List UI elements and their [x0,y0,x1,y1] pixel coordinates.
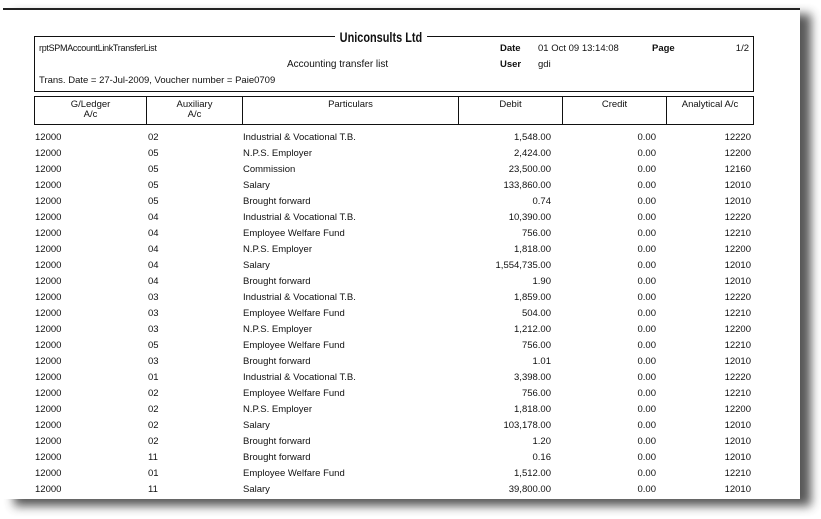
particulars-cell: Industrial & Vocational T.B. [243,212,356,223]
credit-cell: 0.00 [637,388,656,399]
particulars-cell: N.P.S. Employer [243,244,312,255]
gledger-cell: 12000 [35,436,62,447]
analytical-cell: 12210 [724,468,751,479]
gledger-cell: 12000 [35,468,62,479]
col-header-auxiliary: Auxiliary A/c [147,97,243,124]
analytical-cell: 12200 [724,404,751,415]
table-row [34,210,754,226]
col-header-particulars: Particulars [243,97,459,124]
gledger-cell: 12000 [35,260,62,271]
particulars-cell: Brought forward [243,196,311,207]
gledger-cell: 12000 [35,244,62,255]
auxiliary-cell: 03 [148,308,159,319]
auxiliary-cell: 04 [148,244,159,255]
credit-cell: 0.00 [637,132,656,143]
particulars-cell: Industrial & Vocational T.B. [243,292,356,303]
auxiliary-cell: 02 [148,388,159,399]
auxiliary-cell: 05 [148,196,159,207]
debit-cell: 3,398.00 [514,372,551,383]
auxiliary-cell: 05 [148,180,159,191]
transfer-table-body [34,130,754,498]
auxiliary-cell: 11 [148,452,158,463]
credit-cell: 0.00 [637,468,656,479]
analytical-cell: 12210 [724,388,751,399]
table-row [34,146,754,162]
analytical-cell: 12210 [724,228,751,239]
particulars-cell: Brought forward [243,276,311,287]
analytical-cell: 12010 [724,276,751,287]
col-header-debit: Debit [459,97,563,124]
table-row [34,418,754,434]
debit-cell: 133,860.00 [503,180,551,191]
analytical-cell: 12010 [724,356,751,367]
date-label: Date [500,43,521,54]
particulars-cell: Salary [243,420,270,431]
particulars-cell: Brought forward [243,356,311,367]
debit-cell: 1.20 [532,436,551,447]
credit-cell: 0.00 [637,324,656,335]
analytical-cell: 12010 [724,260,751,271]
gledger-cell: 12000 [35,388,62,399]
analytical-cell: 12010 [724,484,751,495]
report-name: rptSPMAccountLinkTransferList [39,43,157,53]
particulars-cell: Brought forward [243,452,311,463]
gledger-cell: 12000 [35,164,62,175]
col-header-analytical: Analytical A/c [681,99,739,110]
particulars-cell: Employee Welfare Fund [243,468,345,479]
debit-cell: 1.01 [532,356,551,367]
debit-cell: 1,859.00 [514,292,551,303]
particulars-cell: Employee Welfare Fund [243,308,345,319]
table-row [34,226,754,242]
gledger-cell: 12000 [35,452,62,463]
credit-cell: 0.00 [637,148,656,159]
gledger-cell: 12000 [35,420,62,431]
analytical-cell: 12220 [724,212,751,223]
gledger-cell: 12000 [35,292,62,303]
page-label: Page [652,43,675,54]
analytical-cell: 12220 [724,132,751,143]
particulars-cell: Salary [243,260,270,271]
debit-cell: 2,424.00 [514,148,551,159]
debit-cell: 504.00 [521,308,551,319]
table-row [34,434,754,450]
user-value: gdi [538,59,551,70]
gledger-cell: 12000 [35,276,62,287]
report-title: Accounting transfer list [287,59,389,70]
auxiliary-cell: 02 [148,404,159,415]
table-row [34,450,754,466]
credit-cell: 0.00 [637,180,656,191]
debit-cell: 756.00 [521,340,551,351]
credit-cell: 0.00 [637,436,656,447]
credit-cell: 0.00 [637,228,656,239]
debit-cell: 1,212.00 [514,324,551,335]
credit-cell: 0.00 [637,372,656,383]
table-row [34,322,754,338]
analytical-cell: 12010 [724,420,751,431]
gledger-cell: 12000 [35,196,62,207]
table-row [34,290,754,306]
particulars-cell: Industrial & Vocational T.B. [243,132,356,143]
credit-cell: 0.00 [637,196,656,207]
auxiliary-cell: 01 [148,468,159,479]
analytical-cell: 12010 [724,196,751,207]
gledger-cell: 12000 [35,340,62,351]
auxiliary-cell: 01 [148,372,159,383]
particulars-cell: Brought forward [243,436,311,447]
particulars-cell: Salary [243,180,270,191]
debit-cell: 1.90 [532,276,551,287]
analytical-cell: 12010 [724,436,751,447]
auxiliary-cell: 04 [148,228,159,239]
analytical-cell: 12210 [724,340,751,351]
gledger-cell: 12000 [35,308,62,319]
particulars-cell: Commission [243,164,296,175]
gledger-cell: 12000 [35,228,62,239]
particulars-cell: N.P.S. Employer [243,148,312,159]
debit-cell: 756.00 [521,388,551,399]
auxiliary-cell: 05 [148,164,159,175]
debit-cell: 756.00 [521,228,551,239]
auxiliary-cell: 02 [148,420,159,431]
analytical-cell: 12160 [724,164,751,175]
auxiliary-cell: 03 [148,356,159,367]
credit-cell: 0.00 [637,260,656,271]
table-row [34,194,754,210]
date-value: 01 Oct 09 13:14:08 [538,43,619,54]
credit-cell: 0.00 [637,452,656,463]
analytical-cell: 12010 [724,452,751,463]
col-header-credit: Credit [563,97,667,124]
credit-cell: 0.00 [637,484,656,495]
debit-cell: 0.16 [532,452,551,463]
credit-cell: 0.00 [637,308,656,319]
credit-cell: 0.00 [637,420,656,431]
table-row [34,162,754,178]
gledger-cell: 12000 [35,404,62,415]
auxiliary-cell: 05 [148,340,159,351]
analytical-cell: 12200 [724,244,751,255]
table-row [34,482,754,498]
credit-cell: 0.00 [637,404,656,415]
debit-cell: 0.74 [532,196,551,207]
debit-cell: 39,800.00 [508,484,551,495]
debit-cell: 1,818.00 [514,404,551,415]
table-row [34,402,754,418]
debit-cell: 1,548.00 [514,132,551,143]
particulars-cell: N.P.S. Employer [243,324,312,335]
particulars-cell: Employee Welfare Fund [243,388,345,399]
auxiliary-cell: 04 [148,212,159,223]
analytical-cell: 12210 [724,308,751,319]
column-header-row [34,96,754,125]
col-header-gledger: G/Ledger A/c [35,97,147,124]
credit-cell: 0.00 [637,164,656,175]
particulars-cell: Industrial & Vocational T.B. [243,372,356,383]
table-row [34,130,754,146]
analytical-cell: 12200 [724,324,751,335]
report-criteria: Trans. Date = 27-Jul-2009, Voucher number = Paie0709 [39,75,276,86]
debit-cell: 10,390.00 [508,212,551,223]
analytical-cell: 12010 [724,180,751,191]
gledger-cell: 12000 [35,132,62,143]
particulars-cell: Employee Welfare Fund [243,228,345,239]
credit-cell: 0.00 [637,340,656,351]
table-row [34,274,754,290]
report-header [34,29,754,92]
table-row [34,354,754,370]
auxiliary-cell: 11 [148,484,158,495]
table-row [34,338,754,354]
table-row [34,258,754,274]
gledger-cell: 12000 [35,180,62,191]
table-row [34,306,754,322]
gledger-cell: 12000 [35,324,62,335]
debit-cell: 1,512.00 [514,468,551,479]
credit-cell: 0.00 [637,212,656,223]
auxiliary-cell: 03 [148,324,159,335]
table-row [34,466,754,482]
credit-cell: 0.00 [637,356,656,367]
particulars-cell: Employee Welfare Fund [243,340,345,351]
table-row [34,242,754,258]
table-row [34,370,754,386]
gledger-cell: 12000 [35,484,62,495]
debit-cell: 1,554,735.00 [495,260,551,271]
report-page [3,8,800,499]
debit-cell: 23,500.00 [508,164,551,175]
debit-cell: 1,818.00 [514,244,551,255]
gledger-cell: 12000 [35,148,62,159]
gledger-cell: 12000 [35,212,62,223]
analytical-cell: 12220 [724,372,751,383]
debit-cell: 103,178.00 [503,420,551,431]
credit-cell: 0.00 [637,276,656,287]
gledger-cell: 12000 [35,356,62,367]
page-value: 1/2 [735,43,749,54]
table-row [34,386,754,402]
table-row [34,178,754,194]
auxiliary-cell: 04 [148,276,159,287]
credit-cell: 0.00 [637,244,656,255]
credit-cell: 0.00 [637,292,656,303]
auxiliary-cell: 03 [148,292,159,303]
company-name: Uniconsults Ltd [335,29,427,45]
auxiliary-cell: 02 [148,132,159,143]
particulars-cell: N.P.S. Employer [243,404,312,415]
auxiliary-cell: 02 [148,436,159,447]
user-label: User [500,59,522,70]
analytical-cell: 12220 [724,292,751,303]
auxiliary-cell: 04 [148,260,159,271]
particulars-cell: Salary [243,484,270,495]
auxiliary-cell: 05 [148,148,159,159]
analytical-cell: 12200 [724,148,751,159]
gledger-cell: 12000 [35,372,62,383]
